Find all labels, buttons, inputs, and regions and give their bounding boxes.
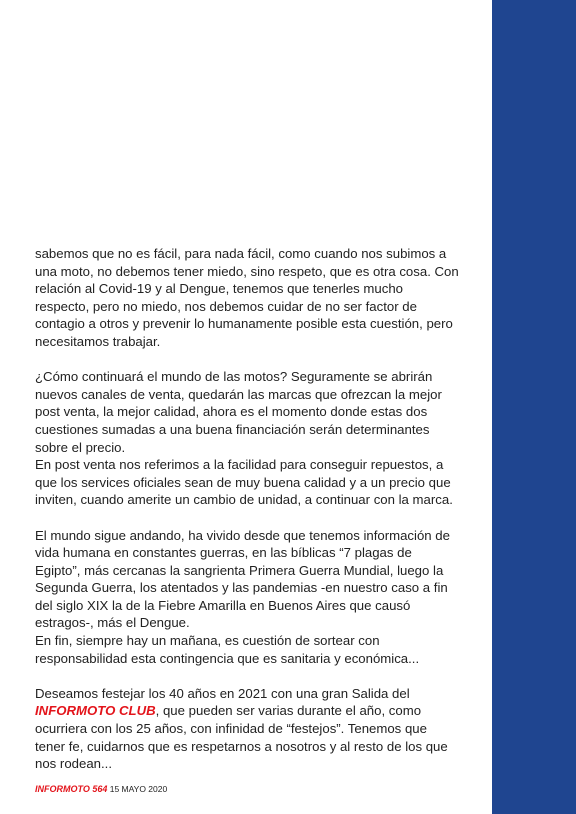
paragraph-6-start: Deseamos festejar los 40 años en 2021 con una gran Salida del: [35, 685, 410, 701]
paragraph-2: ¿Cómo continuará el mundo de las motos? Seguramente se abrirán nuevos canales de venta, quedarán las marcas que ofrezcan la mejor post venta, la mejor calidad, ahora es el momento donde estas dos cuestiones sumadas a una buena financiación serán determinantes sobre el precio.: [35, 369, 442, 455]
paragraph-gap: [35, 509, 460, 527]
paragraph-gap: [35, 667, 460, 685]
paragraph-gap: [35, 351, 460, 369]
article-body: [35, 245, 460, 773]
paragraph-4: El mundo sigue andando, ha vivido desde que tenemos información de vida humana en constantes guerras, en las bíblicas “7 plagas de Egipto”, más cercanas la sangrienta Primera Guerra Mundial, luego la Segunda Guerra, los atentados y las pandemias -en nuestro caso a fin del siglo XIX la de la Fiebre Amarilla en Buenos Aires que causó estragos-, más el Dengue.: [35, 527, 450, 631]
paragraph-5: En fin, siempre hay un mañana, es cuestión de sortear con responsabilidad esta contingencia que es sanitaria y económica...: [35, 633, 420, 666]
paragraph-3: En post venta nos referimos a la facilidad para conseguir repuestos, a que los services oficiales sean de muy buena calidad y a un precio que inviten, cuando amerite un cambio de unidad, a continuar con la marca.: [35, 457, 453, 508]
club-brand-name: INFORMOTO CLUB: [35, 703, 156, 719]
sidebar-band: [492, 0, 576, 814]
paragraph-6: [35, 685, 460, 773]
footer-brand: INFORMOTO 564: [35, 784, 108, 794]
page-footer: [35, 783, 167, 795]
paragraph-1: sabemos que no es fácil, para nada fácil, como cuando nos subimos a una moto, no debemos tener miedo, sino respeto, que es otra cosa. Con relación al Covid-19 y al Dengue, tenemos que tenerles mucho respecto, pero no miedo, nos debemos cuidar de no ser factor de contagio a otros y prevenir lo humanamente posible esta cuestión, pero necesitamos trabajar.: [35, 246, 459, 349]
paragraph-6-end: , que pueden ser varias durante el año, como ocurriera con los 25 años, con infinidad de “festejos”. Tenemos que tener fe, cuidarnos que es respetarnos a nosotros y al resto de los que nos rodean...: [35, 703, 448, 772]
footer-date: 15 MAYO 2020: [109, 784, 168, 794]
